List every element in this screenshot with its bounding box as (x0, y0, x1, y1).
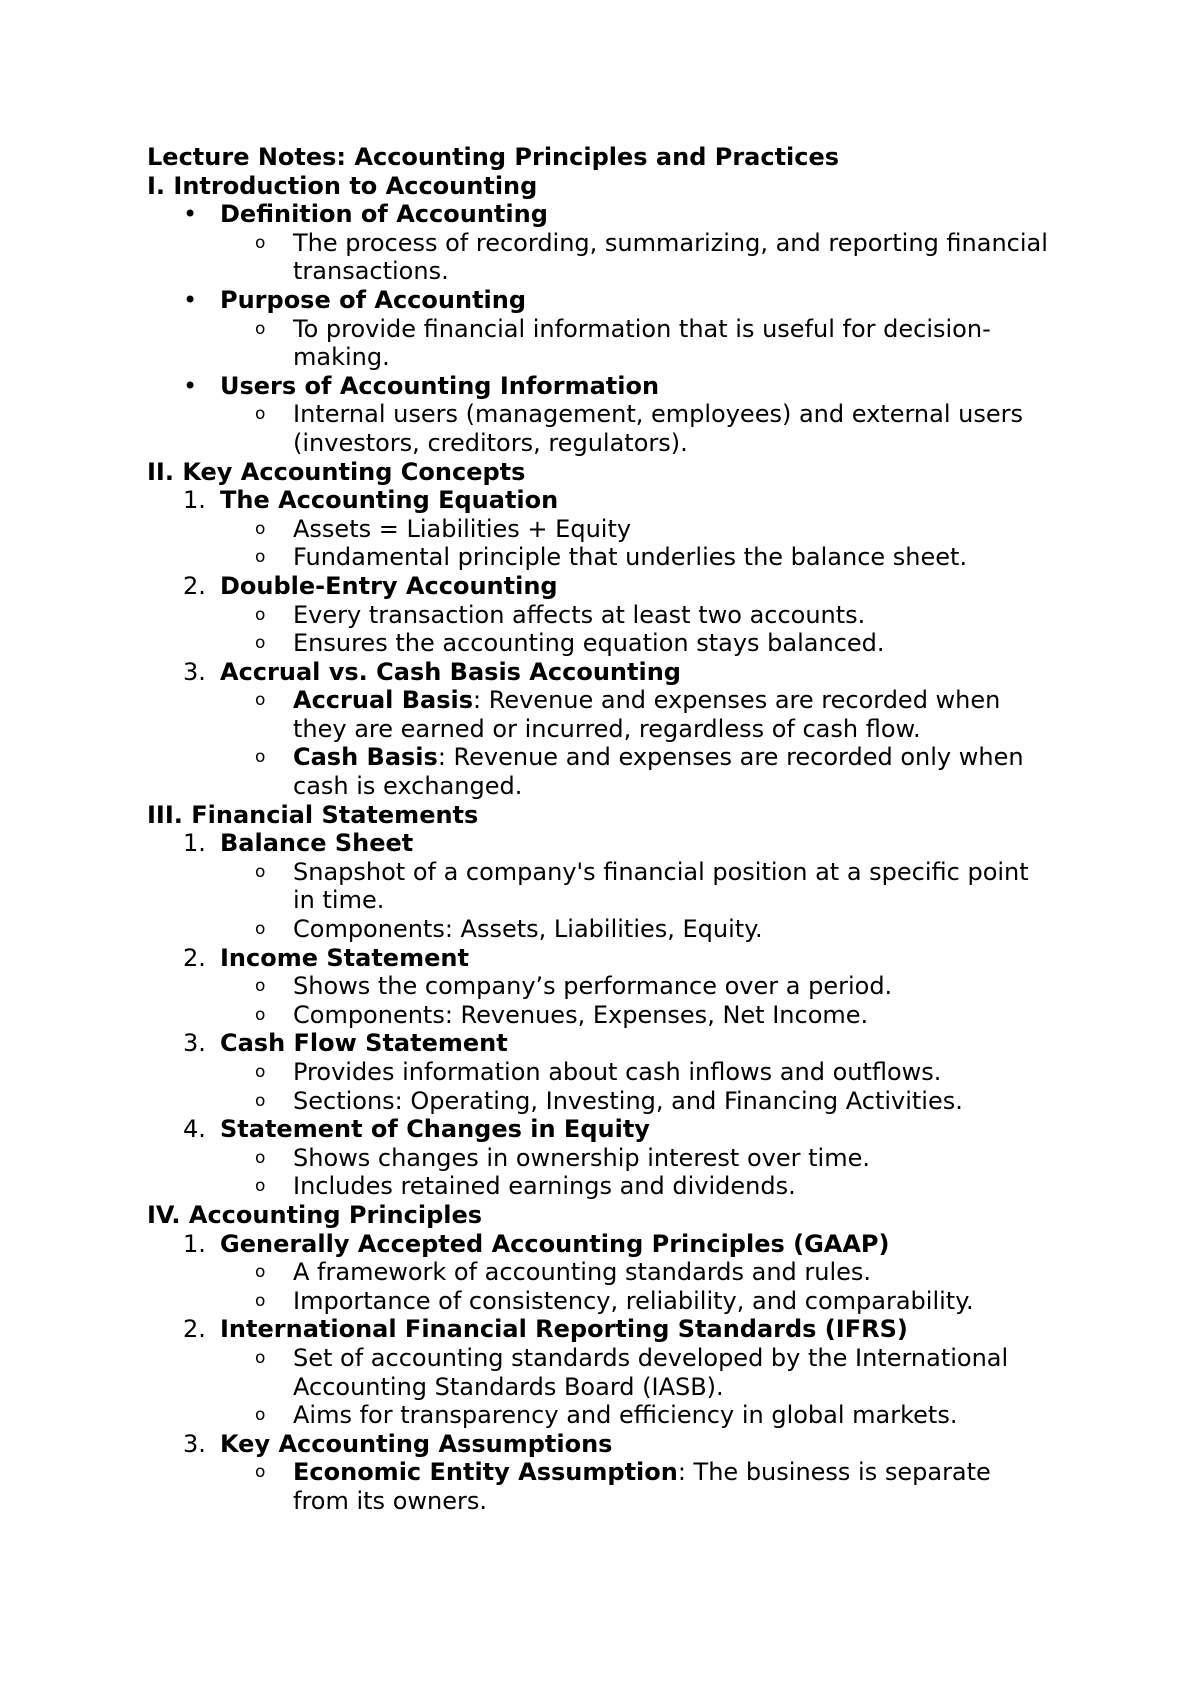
outline-item-heading: Income Statement (220, 943, 469, 972)
circle-bullet-icon: o (255, 232, 266, 253)
outline-item (147, 1315, 1107, 1344)
outline-item-heading: Generally Accepted Accounting Principles (GAAP) (220, 1229, 890, 1258)
circle-bullet-icon: o (255, 518, 266, 539)
sub-point-text: transactions. (293, 257, 449, 286)
sub-point-text: A framework of accounting standards and rules. (293, 1258, 872, 1287)
sub-point (147, 1287, 1107, 1316)
number-marker: 3. (183, 1429, 206, 1458)
sub-point (147, 229, 1107, 258)
sub-point-text: Internal users (management, employees) and external users (293, 400, 1023, 429)
sub-point (147, 1458, 1107, 1487)
section-title: IV. Accounting Principles (147, 1200, 483, 1229)
outline-item-heading: International Financial Reporting Standards (IFRS) (220, 1315, 908, 1344)
number-marker: 4. (183, 1115, 206, 1144)
section-title: III. Financial Statements (147, 800, 479, 829)
number-marker: 2. (183, 571, 206, 600)
sub-point (147, 1344, 1107, 1373)
sections-container (147, 172, 1107, 1516)
sub-point-text: Set of accounting standards developed by the International (293, 1343, 1009, 1372)
circle-bullet-icon: o (255, 404, 266, 425)
sub-point-text: from its owners. (293, 1486, 487, 1515)
number-marker: 1. (183, 1229, 206, 1258)
sub-point (147, 315, 1107, 344)
sub-point-text: Snapshot of a company's financial position at a specific point (293, 857, 1029, 886)
sub-point (147, 1258, 1107, 1287)
bullet-marker: • (183, 285, 198, 314)
sub-point-term: Accrual Basis (293, 686, 474, 715)
circle-bullet-icon: o (255, 1147, 266, 1168)
sub-point-text: Includes retained earnings and dividends. (293, 1172, 796, 1201)
outline-item-heading: The Accounting Equation (220, 486, 559, 515)
outline-item (147, 286, 1107, 315)
sub-point (147, 972, 1107, 1001)
outline-item-heading: Purpose of Accounting (220, 285, 527, 314)
sub-point (147, 1001, 1107, 1030)
sub-point-text: they are earned or incurred, regardless of cash flow. (293, 714, 921, 743)
number-marker: 3. (183, 657, 206, 686)
sub-point-text: : The business is separate (677, 1458, 991, 1487)
sub-point (147, 858, 1107, 887)
outline-item (147, 1430, 1107, 1459)
sub-point-continuation (147, 429, 1107, 458)
sub-point-term: Cash Basis (293, 743, 438, 772)
section-title: I. Introduction to Accounting (147, 171, 538, 200)
sub-point-text: Assets = Liabilities + Equity (293, 514, 632, 543)
sub-point (147, 1058, 1107, 1087)
outline-item-heading: Balance Sheet (220, 829, 414, 858)
outline-item (147, 486, 1107, 515)
circle-bullet-icon: o (255, 919, 266, 940)
circle-bullet-icon: o (255, 547, 266, 568)
sub-point-text: Fundamental principle that underlies the balance sheet. (293, 543, 968, 572)
outline-item (147, 572, 1107, 601)
sub-point-text: Aims for transparency and efficiency in global markets. (293, 1401, 958, 1430)
circle-bullet-icon: o (255, 1004, 266, 1025)
sub-point (147, 543, 1107, 572)
outline-item (147, 1029, 1107, 1058)
sub-point (147, 629, 1107, 658)
outline-item-heading: Cash Flow Statement (220, 1029, 508, 1058)
sub-point (147, 915, 1107, 944)
sub-point-text: : Revenue and expenses are recorded only when (437, 743, 1024, 772)
section (147, 1201, 1107, 1516)
circle-bullet-icon: o (255, 633, 266, 654)
sub-point-text: Components: Revenues, Expenses, Net Income. (293, 1000, 869, 1029)
outline-item (147, 1115, 1107, 1144)
circle-bullet-icon: o (255, 1062, 266, 1082)
circle-bullet-icon: o (255, 1347, 266, 1368)
circle-bullet-icon: o (255, 861, 266, 882)
sub-point-text: The process of recording, summarizing, and reporting financial (293, 228, 1048, 257)
document-title: Lecture Notes: Accounting Principles and Practices (147, 143, 840, 171)
sub-point-continuation (147, 1373, 1107, 1402)
number-marker: 3. (183, 1029, 206, 1058)
outline-item (147, 200, 1107, 229)
sub-point-text: in time. (293, 886, 385, 915)
section-title: II. Key Accounting Concepts (147, 457, 526, 486)
sub-point-continuation (147, 715, 1107, 744)
sub-point-text: Ensures the accounting equation stays balanced. (293, 629, 885, 658)
circle-bullet-icon: o (255, 1290, 266, 1311)
sub-point-text: To provide financial information that is useful for decision- (293, 314, 991, 343)
sub-point-text: Provides information about cash inflows and outflows. (293, 1058, 942, 1086)
circle-bullet-icon: o (255, 976, 266, 997)
outline-item-heading: Definition of Accounting (220, 200, 548, 229)
outline-item-heading: Key Accounting Assumptions (220, 1429, 613, 1458)
circle-bullet-icon: o (255, 690, 266, 711)
sub-point (147, 1401, 1107, 1430)
sub-point (147, 743, 1107, 772)
number-marker: 2. (183, 943, 206, 972)
outline-item-heading: Accrual vs. Cash Basis Accounting (220, 657, 681, 686)
sub-point-text: Accounting Standards Board (IASB). (293, 1372, 724, 1401)
circle-bullet-icon: o (255, 747, 266, 768)
sub-point-text: cash is exchanged. (293, 772, 523, 801)
bullet-marker: • (183, 200, 198, 229)
section (147, 172, 1107, 458)
outline-item-heading: Double-Entry Accounting (220, 571, 558, 600)
circle-bullet-icon: o (255, 1176, 266, 1197)
section (147, 801, 1107, 1201)
sub-point-text: Sections: Operating, Investing, and Financing Activities. (293, 1086, 963, 1115)
section (147, 458, 1107, 801)
outline-item (147, 829, 1107, 858)
circle-bullet-icon: o (255, 1090, 266, 1111)
circle-bullet-icon: o (255, 1405, 266, 1426)
number-marker: 2. (183, 1315, 206, 1344)
sub-point-text: Shows the company’s performance over a period. (293, 972, 893, 1001)
sub-point-text: making. (293, 343, 390, 372)
sub-point-continuation (147, 772, 1107, 801)
sub-point (147, 1172, 1107, 1201)
sub-point-continuation (147, 343, 1107, 372)
sub-point-text: Shows changes in ownership interest over time. (293, 1143, 870, 1172)
sub-point (147, 1087, 1107, 1116)
circle-bullet-icon: o (255, 1262, 266, 1283)
outline-item (147, 658, 1107, 687)
sub-point (147, 400, 1107, 429)
circle-bullet-icon: o (255, 604, 266, 625)
sub-point-text: Importance of consistency, reliability, and comparability. (293, 1286, 974, 1315)
sub-point (147, 1144, 1107, 1173)
bullet-marker: • (183, 371, 198, 400)
sub-point-text: Components: Assets, Liabilities, Equity. (293, 915, 763, 944)
outline-item (147, 1230, 1107, 1259)
sub-point (147, 515, 1107, 544)
sub-point-continuation (147, 886, 1107, 915)
sub-point (147, 686, 1107, 715)
sub-point-term: Economic Entity Assumption (293, 1458, 678, 1487)
number-marker: 1. (183, 486, 206, 515)
lecture-notes-document (147, 143, 1107, 1516)
outline-item-heading: Statement of Changes in Equity (220, 1115, 650, 1144)
sub-point-continuation (147, 257, 1107, 286)
sub-point (147, 601, 1107, 630)
outline-item (147, 372, 1107, 401)
circle-bullet-icon: o (255, 318, 266, 339)
sub-point-text: : Revenue and expenses are recorded when (473, 686, 1001, 715)
sub-point-text: Every transaction affects at least two accounts. (293, 600, 866, 629)
number-marker: 1. (183, 829, 206, 858)
sub-point-text: (investors, creditors, regulators). (293, 428, 688, 457)
outline-item (147, 944, 1107, 973)
outline-item-heading: Users of Accounting Information (220, 371, 660, 400)
sub-point-continuation (147, 1487, 1107, 1516)
circle-bullet-icon: o (255, 1462, 266, 1483)
